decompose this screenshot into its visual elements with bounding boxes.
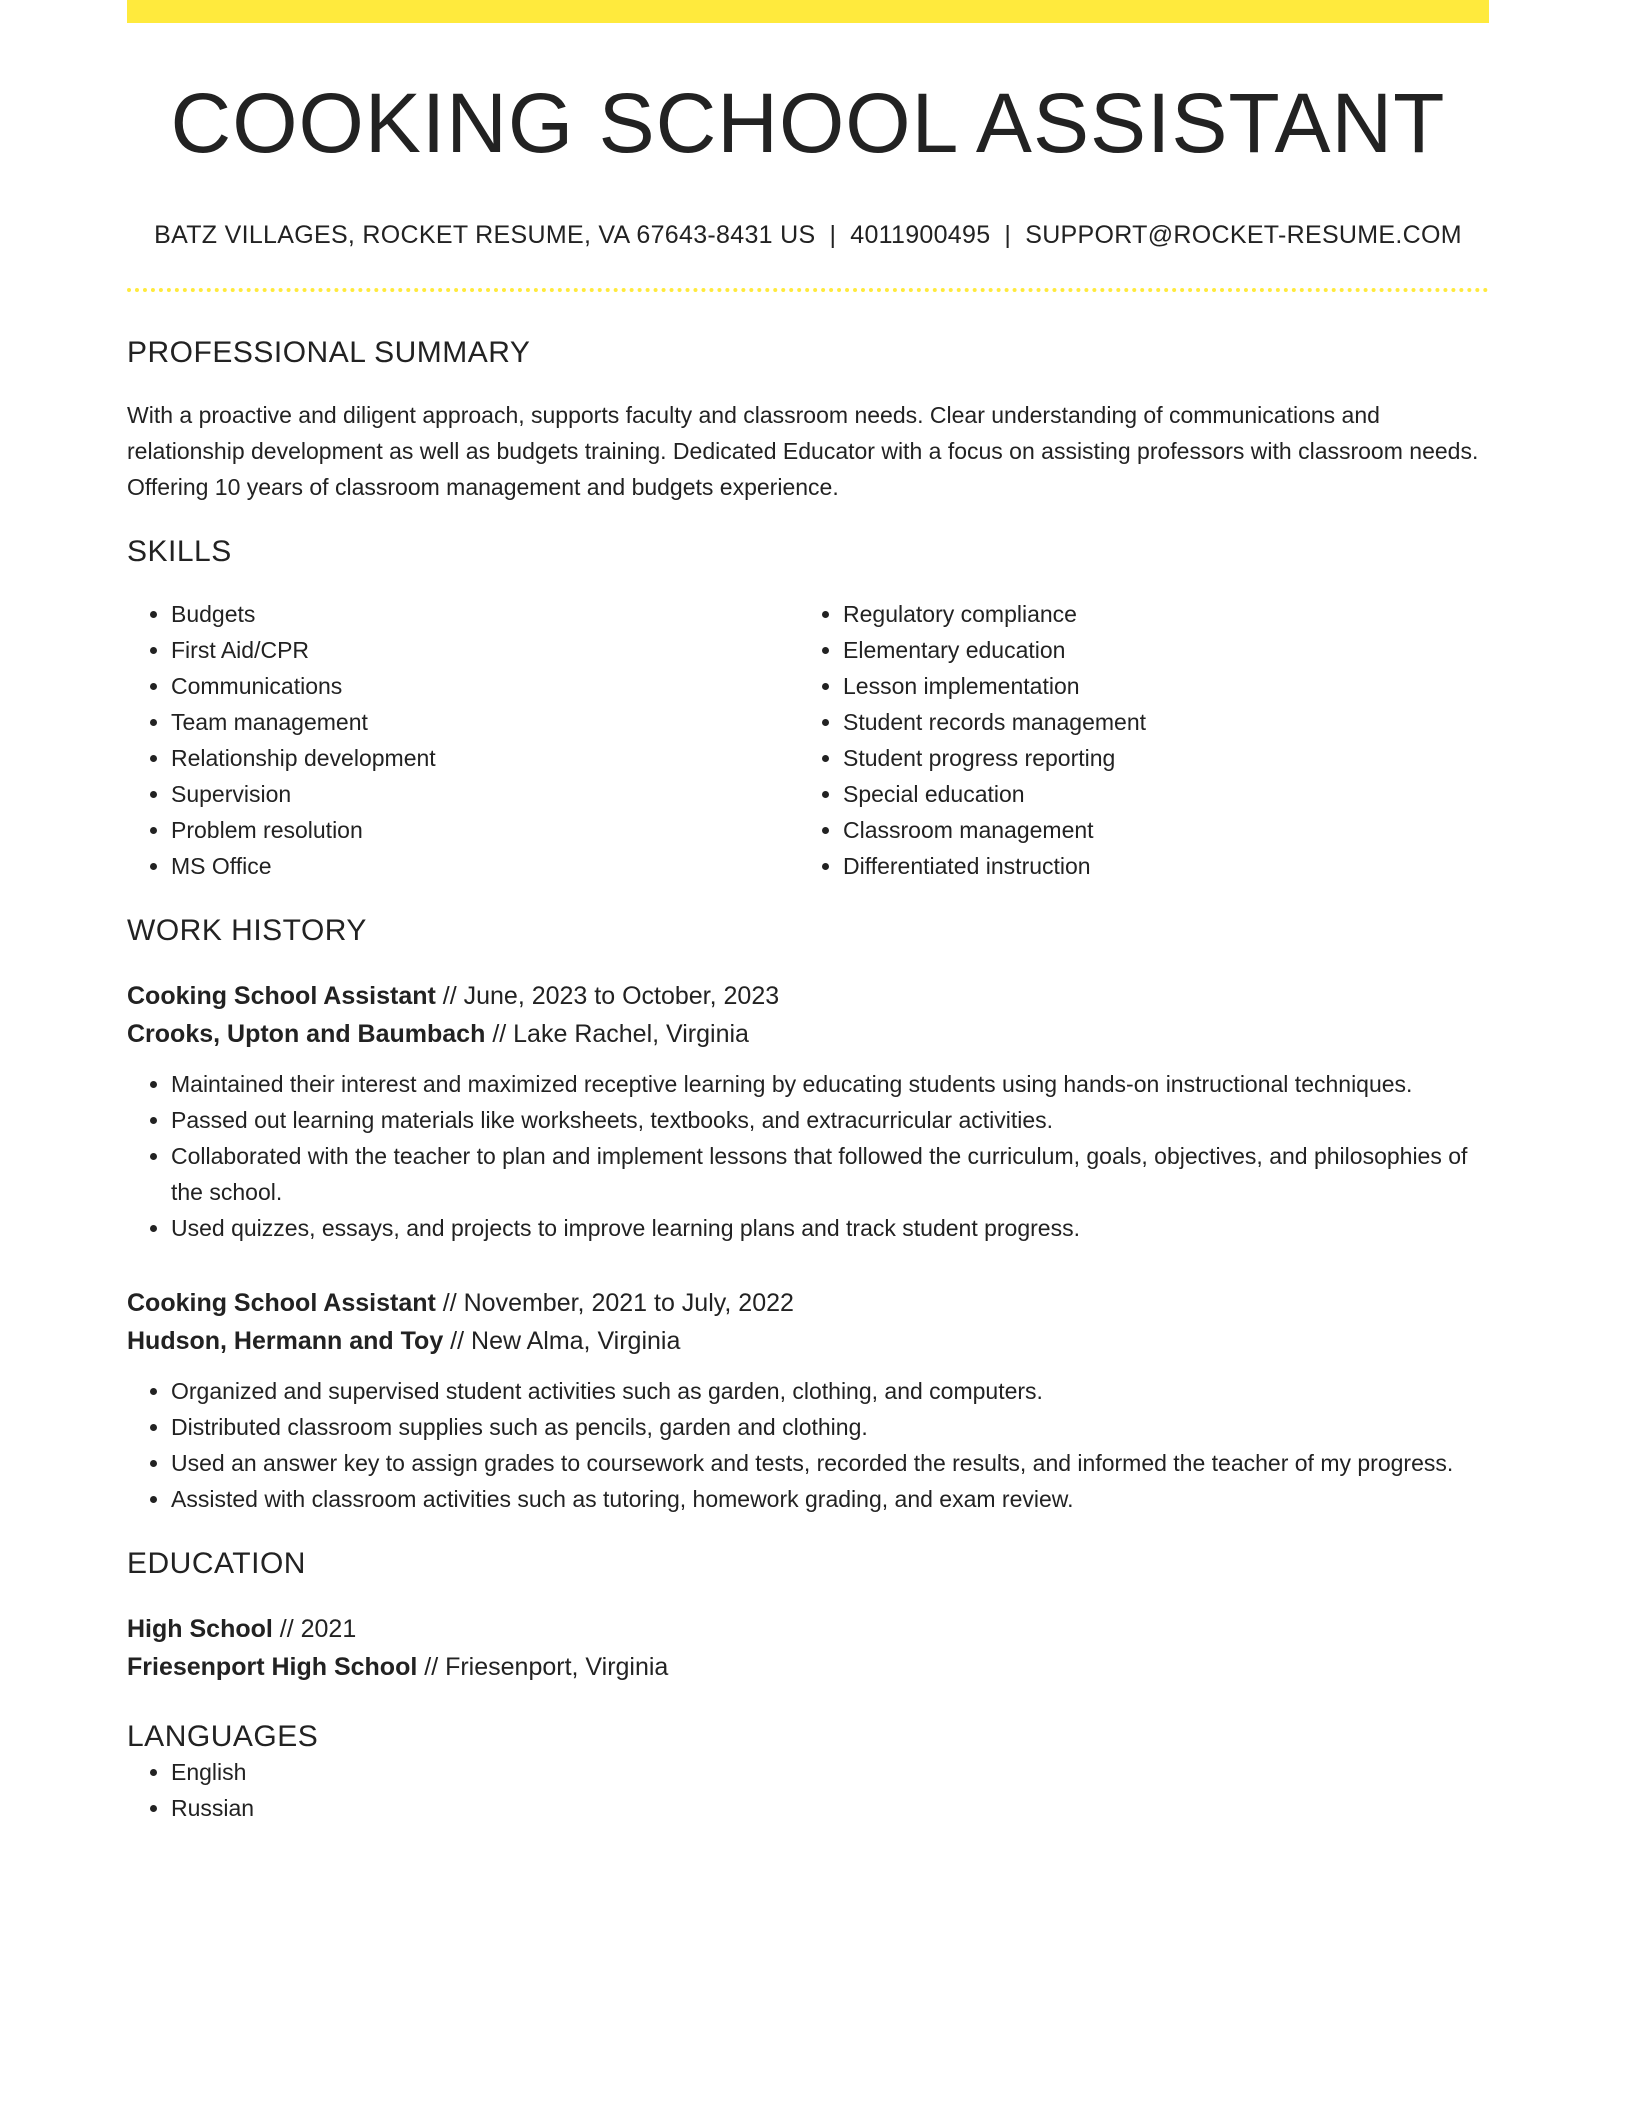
section-title-work-history: WORK HISTORY — [127, 914, 367, 947]
job-location: // New Alma, Virginia — [443, 1327, 681, 1355]
job-bullet: • Used quizzes, essays, and projects to improve learning plans and track student progress. — [171, 1210, 1489, 1246]
job-company-line — [127, 1015, 1489, 1053]
education-school: Friesenport High School — [127, 1653, 418, 1681]
job-bullet: • Assisted with classroom activities such as tutoring, homework grading, and exam review. — [171, 1481, 1489, 1517]
job-location: // Lake Rachel, Virginia — [485, 1020, 749, 1048]
job-bullet: • Organized and supervised student activities such as garden, clothing, and computers. — [171, 1373, 1489, 1409]
job-bullet: • Used an answer key to assign grades to coursework and tests, recorded the results, and informed the teacher of my progress. — [171, 1445, 1489, 1481]
skills-list-left — [127, 596, 799, 884]
skill-item: • Supervision — [171, 776, 799, 812]
contact-separator: | — [1004, 221, 1012, 249]
contact-email: SUPPORT@ROCKET-RESUME.COM — [1025, 221, 1462, 249]
skill-item: • Student records management — [843, 704, 1471, 740]
contact-address: BATZ VILLAGES, ROCKET RESUME, VA 67643-8431 US — [154, 221, 816, 249]
dotted-divider — [127, 288, 1489, 292]
skill-item: • Budgets — [171, 596, 799, 632]
job-bullets — [127, 1066, 1489, 1246]
education-school-line — [127, 1648, 1489, 1686]
job-company: Hudson, Hermann and Toy — [127, 1327, 444, 1355]
job-company-line — [127, 1322, 1489, 1360]
section-title-education: EDUCATION — [127, 1547, 306, 1580]
skill-item: • First Aid/CPR — [171, 632, 799, 668]
job-bullet: • Passed out learning materials like worksheets, textbooks, and extracurricular activities. — [171, 1102, 1489, 1138]
contact-line — [127, 221, 1489, 250]
job-bullets — [127, 1373, 1489, 1517]
section-title-skills: SKILLS — [127, 535, 232, 568]
skills-columns — [127, 596, 1489, 884]
skill-item: • Team management — [171, 704, 799, 740]
job-entry — [127, 977, 1489, 1246]
skill-item: • Student progress reporting — [843, 740, 1471, 776]
language-item: • Russian — [171, 1790, 1489, 1826]
skill-item: • Communications — [171, 668, 799, 704]
job-bullet: • Distributed classroom supplies such as pencils, garden and clothing. — [171, 1409, 1489, 1445]
contact-phone: 4011900495 — [850, 221, 991, 249]
skill-item: • Special education — [843, 776, 1471, 812]
languages-list — [127, 1754, 1489, 1826]
education-location: // Friesenport, Virginia — [417, 1653, 669, 1681]
resume-page — [127, 0, 1489, 1826]
job-company: Crooks, Upton and Baumbach — [127, 1020, 486, 1048]
summary-text: With a proactive and diligent approach, supports faculty and classroom needs. Clear understanding of communications and relationship development as well as budgets training. Dedicated Educator with a focus on assisting professors with classroom needs. Offering 10 years of classroom management and budgets experience. — [127, 402, 1479, 500]
job-entry — [127, 1284, 1489, 1517]
skill-item: • Classroom management — [843, 812, 1471, 848]
skill-item: • Problem resolution — [171, 812, 799, 848]
skill-item: • Relationship development — [171, 740, 799, 776]
job-role-line — [127, 1284, 1489, 1322]
contact-separator: | — [829, 221, 837, 249]
education-degree: High School — [127, 1615, 273, 1643]
language-item: • English — [171, 1754, 1489, 1790]
accent-top-bar — [127, 0, 1489, 23]
job-dates: // November, 2021 to July, 2022 — [435, 1289, 794, 1317]
job-bullet: • Maintained their interest and maximized receptive learning by educating students using hands-on instructional techniques. — [171, 1066, 1489, 1102]
skills-list-right — [799, 596, 1471, 884]
job-role-line — [127, 977, 1489, 1015]
skill-item: • Lesson implementation — [843, 668, 1471, 704]
resume-name-title: COOKING SCHOOL ASSISTANT — [170, 76, 1446, 170]
education-degree-line — [127, 1610, 1489, 1648]
skill-item: • MS Office — [171, 848, 799, 884]
section-title-languages: LANGUAGES — [127, 1720, 319, 1753]
skill-item: • Regulatory compliance — [843, 596, 1471, 632]
job-role: Cooking School Assistant — [127, 1289, 436, 1317]
job-dates: // June, 2023 to October, 2023 — [435, 982, 780, 1010]
skill-item: • Elementary education — [843, 632, 1471, 668]
section-title-summary: PROFESSIONAL SUMMARY — [127, 336, 531, 369]
job-bullet: • Collaborated with the teacher to plan and implement lessons that followed the curriculum, goals, objectives, and philosophies of the school. — [171, 1138, 1489, 1210]
skill-item: • Differentiated instruction — [843, 848, 1471, 884]
education-year: // 2021 — [272, 1615, 357, 1643]
job-role: Cooking School Assistant — [127, 982, 436, 1010]
education-entry — [127, 1610, 1489, 1686]
